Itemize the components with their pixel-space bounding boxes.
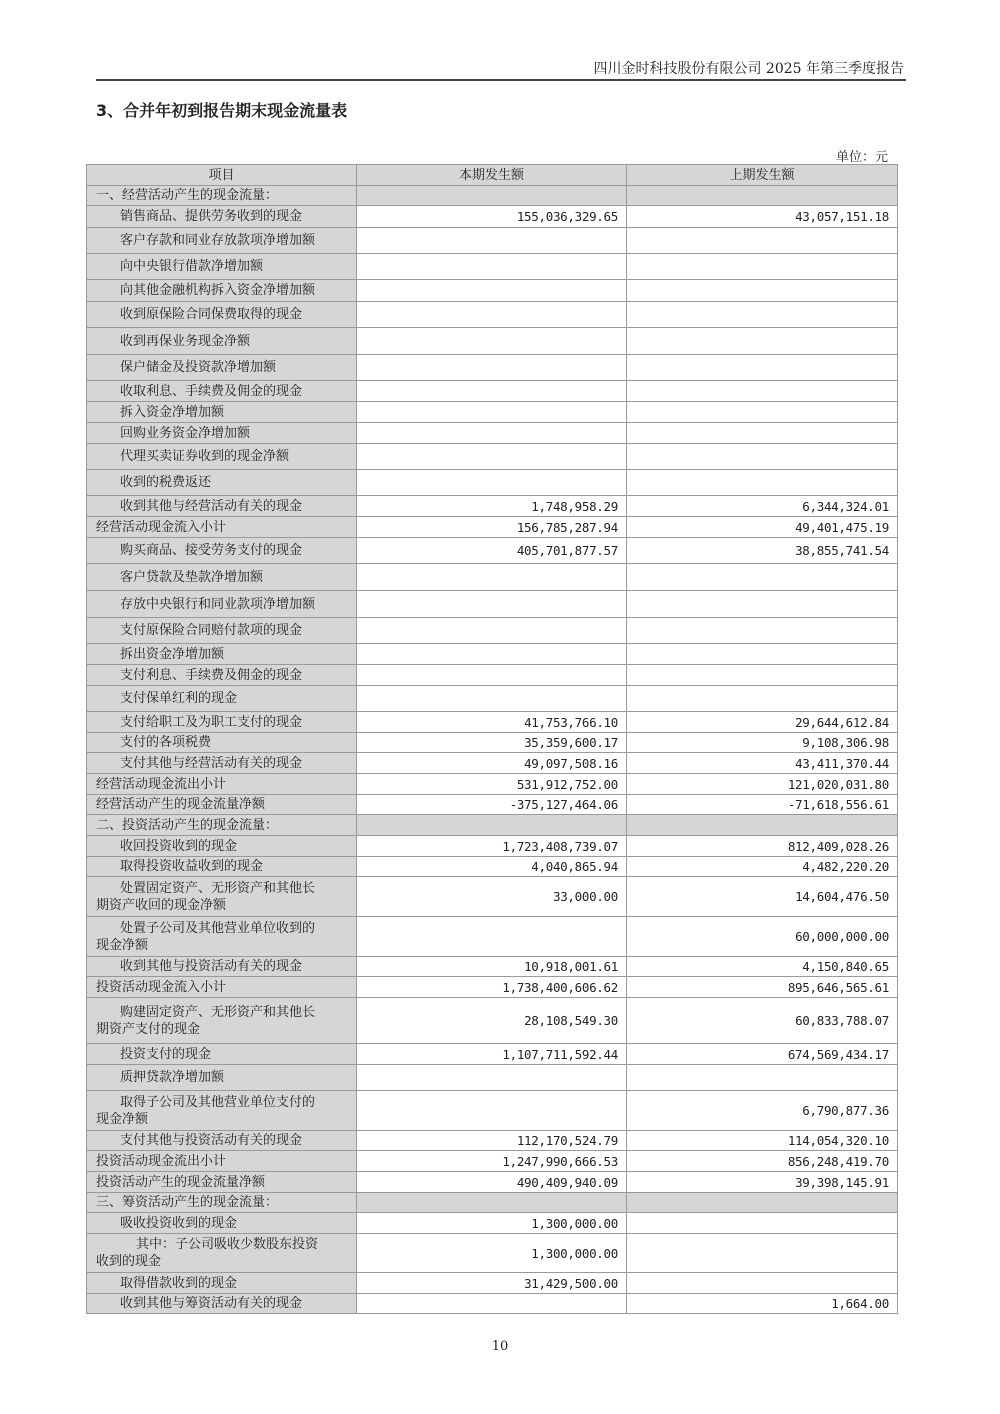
current-period-value xyxy=(357,423,627,444)
row-label-cell xyxy=(87,957,357,977)
row-label: 代理买卖证券收到的现金净额 xyxy=(120,449,290,464)
row-label: 支付其他与经营活动有关的现金 xyxy=(120,755,303,771)
row-label-cell xyxy=(87,1193,357,1213)
row-label: 支付原保险合同赔付款项的现金 xyxy=(120,623,303,638)
table-row xyxy=(87,733,898,753)
row-label-cell xyxy=(87,977,357,998)
table-row xyxy=(87,836,898,857)
row-label: 支付的各项税费 xyxy=(120,735,212,750)
row-label: 收到其他与投资活动有关的现金 xyxy=(120,959,303,974)
header-divider xyxy=(96,79,906,81)
row-label: 客户贷款及垫款净增加额 xyxy=(120,569,264,585)
current-period-value: 4,040,865.94 xyxy=(357,857,627,877)
row-label: 向中央银行借款净增加额 xyxy=(120,259,264,274)
row-label-cell xyxy=(87,774,357,795)
current-period-value xyxy=(357,665,627,686)
row-label-cell xyxy=(87,795,357,815)
row-label: 拆出资金净增加额 xyxy=(120,646,225,662)
row-label: 投资活动产生的现金流量净额 xyxy=(96,1174,266,1190)
page-number: 10 xyxy=(491,1339,509,1354)
table-row xyxy=(87,228,898,254)
current-period-value xyxy=(357,402,627,423)
table-row xyxy=(87,1234,898,1273)
row-label: 支付保单红利的现金 xyxy=(120,691,238,706)
row-label: 收到其他与筹资活动有关的现金 xyxy=(120,1296,303,1311)
row-label: 投资活动现金流入小计 xyxy=(96,979,227,995)
row-label-cell xyxy=(87,254,357,280)
table-header-row xyxy=(87,165,898,186)
row-label-cell xyxy=(87,665,357,686)
section-row xyxy=(87,815,898,836)
row-label-cell xyxy=(87,618,357,644)
row-label-cell xyxy=(87,1151,357,1172)
previous-period-value xyxy=(627,1193,898,1213)
current-period-value: 31,429,500.00 xyxy=(357,1273,627,1294)
current-period-value: 405,701,877.57 xyxy=(357,538,627,564)
current-period-value: -375,127,464.06 xyxy=(357,795,627,815)
previous-period-value: 60,833,788.07 xyxy=(627,998,898,1044)
row-label: 经营活动现金流入小计 xyxy=(96,519,227,535)
row-label-cell xyxy=(87,328,357,355)
row-label: 支付给职工及为职工支付的现金 xyxy=(120,714,303,730)
table-row xyxy=(87,444,898,470)
section-row xyxy=(87,186,898,206)
table-row xyxy=(87,206,898,228)
row-label-cell xyxy=(87,186,357,206)
row-label-cell xyxy=(87,206,357,228)
row-label-cell xyxy=(87,836,357,857)
row-label: 取得投资收益收到的现金 xyxy=(120,859,264,874)
row-label: 三、筹资活动产生的现金流量： xyxy=(96,1195,279,1210)
current-period-value: 41,753,766.10 xyxy=(357,712,627,733)
row-label-cell xyxy=(87,1234,357,1273)
previous-period-value xyxy=(627,444,898,470)
row-label-cell xyxy=(87,381,357,402)
row-label: 经营活动现金流出小计 xyxy=(96,776,227,792)
table-row xyxy=(87,1131,898,1151)
current-period-value xyxy=(357,1091,627,1131)
row-label-cell xyxy=(87,423,357,444)
row-label: 购买商品、接受劳务支付的现金 xyxy=(120,543,303,558)
row-label-cell xyxy=(87,228,357,254)
row-label-cell xyxy=(87,564,357,591)
previous-period-value: 43,411,370.44 xyxy=(627,753,898,774)
current-period-value xyxy=(357,618,627,644)
row-label: 收到再保业务现金净额 xyxy=(120,333,251,349)
row-label-cell xyxy=(87,1294,357,1314)
row-label: 回购业务资金净增加额 xyxy=(120,425,251,441)
current-period-value xyxy=(357,280,627,302)
current-period-value xyxy=(357,381,627,402)
previous-period-value: 29,644,612.84 xyxy=(627,712,898,733)
subtotal-row xyxy=(87,1172,898,1193)
previous-period-value xyxy=(627,591,898,618)
section-title: 3、合并年初到报告期末现金流量表 xyxy=(96,101,348,120)
row-label-cell xyxy=(87,517,357,538)
table-row xyxy=(87,328,898,355)
previous-period-value: 856,248,419.70 xyxy=(627,1151,898,1172)
table-row xyxy=(87,686,898,712)
subtotal-row xyxy=(87,977,898,998)
row-label-cell xyxy=(87,402,357,423)
row-label: 收到原保险合同保费取得的现金 xyxy=(120,307,303,322)
table-row xyxy=(87,538,898,564)
previous-period-value: 9,108,306.98 xyxy=(627,733,898,753)
previous-period-value xyxy=(627,328,898,355)
previous-period-value xyxy=(627,254,898,280)
table-row xyxy=(87,712,898,733)
row-label: 取得借款收到的现金 xyxy=(120,1275,238,1291)
current-period-value: 1,247,990,666.53 xyxy=(357,1151,627,1172)
current-period-value: 35,359,600.17 xyxy=(357,733,627,753)
previous-period-value xyxy=(627,423,898,444)
row-label: 拆入资金净增加额 xyxy=(120,404,225,420)
current-period-value xyxy=(357,686,627,712)
row-label: 存放中央银行和同业款项净增加额 xyxy=(120,596,316,612)
current-period-value: 1,300,000.00 xyxy=(357,1213,627,1234)
row-label-cell xyxy=(87,686,357,712)
previous-period-value: 812,409,028.26 xyxy=(627,836,898,857)
row-label-cell xyxy=(87,470,357,496)
previous-period-value: 6,344,324.01 xyxy=(627,496,898,517)
table-row xyxy=(87,402,898,423)
cash-flow-table xyxy=(86,164,898,1314)
row-label: 支付利息、手续费及佣金的现金 xyxy=(120,667,303,683)
row-label-cell xyxy=(87,753,357,774)
current-period-value: 1,748,958.29 xyxy=(357,496,627,517)
row-label-cell xyxy=(87,1213,357,1234)
table-row xyxy=(87,1213,898,1234)
previous-period-value: 6,790,877.36 xyxy=(627,1091,898,1131)
row-label-cell xyxy=(87,815,357,836)
row-label-cell xyxy=(87,1172,357,1193)
row-label-cell xyxy=(87,644,357,665)
current-period-value xyxy=(357,1065,627,1091)
current-period-value xyxy=(357,328,627,355)
row-label-cell xyxy=(87,1131,357,1151)
table-row xyxy=(87,1091,898,1131)
row-label-cell xyxy=(87,302,357,328)
table-row xyxy=(87,857,898,877)
row-label: 向其他金融机构拆入资金净增加额 xyxy=(120,283,316,298)
previous-period-value: 4,482,220.20 xyxy=(627,857,898,877)
current-period-value: 28,108,549.30 xyxy=(357,998,627,1044)
previous-period-value: 14,604,476.50 xyxy=(627,877,898,917)
previous-period-value: 39,398,145.91 xyxy=(627,1172,898,1193)
previous-period-value: 60,000,000.00 xyxy=(627,917,898,957)
current-period-value xyxy=(357,1294,627,1314)
current-period-value xyxy=(357,302,627,328)
row-label: 经营活动产生的现金流量净额 xyxy=(96,797,266,812)
current-period-value xyxy=(357,444,627,470)
row-label-cell xyxy=(87,1273,357,1294)
previous-period-value xyxy=(627,686,898,712)
previous-period-value: -71,618,556.61 xyxy=(627,795,898,815)
row-label: 吸收投资收到的现金 xyxy=(120,1215,238,1231)
table-row xyxy=(87,917,898,957)
row-label-cell xyxy=(87,591,357,618)
current-period-value xyxy=(357,470,627,496)
previous-period-value: 1,664.00 xyxy=(627,1294,898,1314)
previous-period-value: 49,401,475.19 xyxy=(627,517,898,538)
table-row xyxy=(87,665,898,686)
row-label-cell xyxy=(87,280,357,302)
subtotal-row xyxy=(87,774,898,795)
previous-period-value xyxy=(627,815,898,836)
subtotal-row xyxy=(87,795,898,815)
table-row xyxy=(87,957,898,977)
row-label-cell xyxy=(87,917,357,957)
current-period-value: 49,097,508.16 xyxy=(357,753,627,774)
row-label-cell xyxy=(87,1044,357,1065)
table-row xyxy=(87,591,898,618)
row-label: 质押贷款净增加额 xyxy=(120,1070,225,1085)
previous-period-value: 4,150,840.65 xyxy=(627,957,898,977)
row-label: 投资支付的现金 xyxy=(120,1046,212,1062)
row-label-cell xyxy=(87,1065,357,1091)
current-period-value: 1,300,000.00 xyxy=(357,1234,627,1273)
previous-period-value xyxy=(627,564,898,591)
current-period-value xyxy=(357,591,627,618)
table-row xyxy=(87,1294,898,1314)
table-row xyxy=(87,753,898,774)
previous-period-value: 43,057,151.18 xyxy=(627,206,898,228)
current-period-value: 112,170,524.79 xyxy=(357,1131,627,1151)
previous-period-value: 114,054,320.10 xyxy=(627,1131,898,1151)
previous-period-value xyxy=(627,228,898,254)
previous-period-value xyxy=(627,402,898,423)
previous-period-value xyxy=(627,618,898,644)
previous-period-value xyxy=(627,355,898,381)
current-period-value xyxy=(357,644,627,665)
subtotal-row xyxy=(87,1151,898,1172)
table-row xyxy=(87,1044,898,1065)
row-label-cell xyxy=(87,733,357,753)
table-row xyxy=(87,470,898,496)
table-row xyxy=(87,644,898,665)
table-row xyxy=(87,496,898,517)
section-row xyxy=(87,1193,898,1213)
previous-period-value: 895,646,565.61 xyxy=(627,977,898,998)
table-row xyxy=(87,423,898,444)
row-label: 支付其他与投资活动有关的现金 xyxy=(120,1133,303,1148)
row-label: 一、经营活动产生的现金流量： xyxy=(96,188,279,203)
row-label: 取得子公司及其他营业单位支付的 现金净额 xyxy=(96,1094,316,1127)
row-label: 收到其他与经营活动有关的现金 xyxy=(120,498,303,514)
table-row xyxy=(87,998,898,1044)
row-label-cell xyxy=(87,538,357,564)
row-label: 处置子公司及其他营业单位收到的 现金净额 xyxy=(96,920,316,953)
previous-period-value: 674,569,434.17 xyxy=(627,1044,898,1065)
report-header: 四川金时科技股份有限公司 2025 年第三季度报告 xyxy=(593,61,904,77)
row-label: 客户存款和同业存放款项净增加额 xyxy=(120,233,316,248)
table-row xyxy=(87,564,898,591)
previous-period-value: 38,855,741.54 xyxy=(627,538,898,564)
current-period-value xyxy=(357,186,627,206)
column-header-previous: 上期发生额 xyxy=(627,165,898,186)
previous-period-value xyxy=(627,280,898,302)
table-row xyxy=(87,877,898,917)
row-label: 收到的税费返还 xyxy=(120,475,212,490)
row-label-cell xyxy=(87,877,357,917)
table-row xyxy=(87,1273,898,1294)
row-label: 保户储金及投资款净增加额 xyxy=(120,360,277,375)
table-row xyxy=(87,381,898,402)
current-period-value: 1,738,400,606.62 xyxy=(357,977,627,998)
row-label-cell xyxy=(87,355,357,381)
previous-period-value xyxy=(627,186,898,206)
row-label: 其中：子公司吸收少数股东投资 收到的现金 xyxy=(96,1237,319,1269)
current-period-value xyxy=(357,355,627,381)
row-label: 购建固定资产、无形资产和其他长 期资产支付的现金 xyxy=(96,1004,316,1037)
unit-label: 单位：元 xyxy=(835,150,888,165)
previous-period-value xyxy=(627,1065,898,1091)
current-period-value: 156,785,287.94 xyxy=(357,517,627,538)
previous-period-value xyxy=(627,644,898,665)
table-row xyxy=(87,618,898,644)
previous-period-value xyxy=(627,1213,898,1234)
current-period-value xyxy=(357,1193,627,1213)
row-label: 收回投资收到的现金 xyxy=(120,838,238,854)
row-label: 处置固定资产、无形资产和其他长 期资产收回的现金净额 xyxy=(96,880,316,913)
row-label-cell xyxy=(87,1091,357,1131)
column-header-item: 项目 xyxy=(87,165,357,186)
previous-period-value xyxy=(627,381,898,402)
previous-period-value xyxy=(627,1273,898,1294)
previous-period-value xyxy=(627,1234,898,1273)
table-row xyxy=(87,280,898,302)
previous-period-value xyxy=(627,665,898,686)
current-period-value: 490,409,940.09 xyxy=(357,1172,627,1193)
row-label: 收取利息、手续费及佣金的现金 xyxy=(120,383,303,399)
table-row xyxy=(87,355,898,381)
current-period-value: 1,107,711,592.44 xyxy=(357,1044,627,1065)
current-period-value: 33,000.00 xyxy=(357,877,627,917)
row-label: 二、投资活动产生的现金流量： xyxy=(96,817,279,833)
row-label-cell xyxy=(87,444,357,470)
current-period-value xyxy=(357,815,627,836)
row-label-cell xyxy=(87,712,357,733)
column-header-current: 本期发生额 xyxy=(357,165,627,186)
row-label: 投资活动现金流出小计 xyxy=(96,1153,227,1169)
previous-period-value xyxy=(627,470,898,496)
current-period-value: 1,723,408,739.07 xyxy=(357,836,627,857)
row-label-cell xyxy=(87,857,357,877)
current-period-value: 531,912,752.00 xyxy=(357,774,627,795)
row-label: 销售商品、提供劳务收到的现金 xyxy=(120,209,303,224)
current-period-value xyxy=(357,564,627,591)
previous-period-value: 121,020,031.80 xyxy=(627,774,898,795)
subtotal-row xyxy=(87,517,898,538)
row-label-cell xyxy=(87,998,357,1044)
previous-period-value xyxy=(627,302,898,328)
current-period-value xyxy=(357,254,627,280)
current-period-value xyxy=(357,228,627,254)
table-row xyxy=(87,254,898,280)
table-row xyxy=(87,302,898,328)
row-label-cell xyxy=(87,496,357,517)
current-period-value: 10,918,001.61 xyxy=(357,957,627,977)
current-period-value: 155,036,329.65 xyxy=(357,206,627,228)
current-period-value xyxy=(357,917,627,957)
table-row xyxy=(87,1065,898,1091)
